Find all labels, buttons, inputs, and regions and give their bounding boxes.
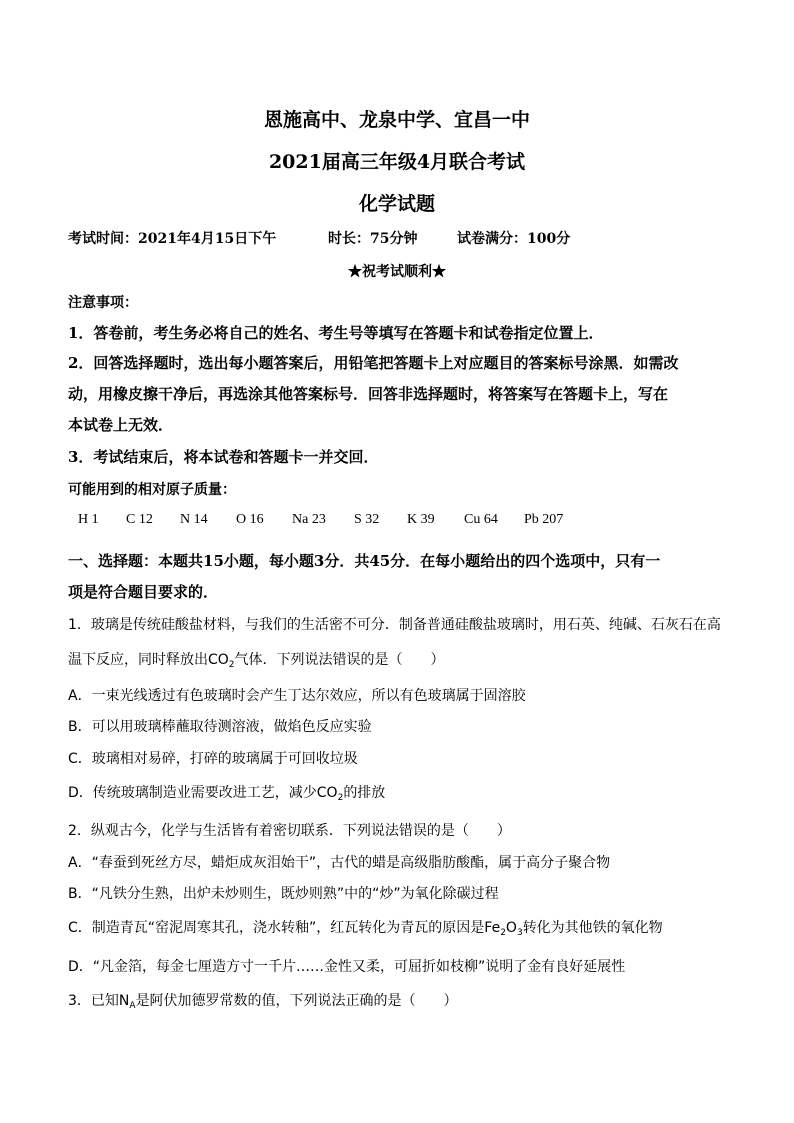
- section-1-line-2: 项是符合题目要求的．: [68, 583, 219, 601]
- subject-title: 化学试题: [358, 193, 435, 215]
- atomic-mass-item: O 16: [236, 512, 264, 527]
- q1-option-c: C．玻璃相对易碎，打碎的玻璃属于可回收垃圾: [68, 751, 358, 767]
- q2-option-b: B．“凡铁分生熟，出炉未炒则生，既炒则熟”中的“炒”为氧化除碳过程: [68, 886, 499, 902]
- notes-heading: 注意事项：: [68, 295, 138, 311]
- note-2-line-2: 动，用橡皮擦干净后，再选涂其他答案标号．回答非选择题时，将答案写在答题卡上，写在: [68, 385, 669, 403]
- exam-duration: 时长：75分钟: [328, 231, 418, 247]
- atomic-mass-item: N 14: [180, 512, 208, 527]
- q1-option-a: A．一束光线透过有色玻璃时会产生丁达尔效应，所以有色玻璃属于固溶胶: [68, 688, 526, 704]
- exam-time: 考试时间：2021年4月15日下午: [68, 231, 277, 247]
- q3-stem: 3．已知$N_A$是阿伏加德罗常数的值，下列说法正确的是（ ）: [68, 993, 458, 1011]
- note-2-line-3: 本试卷上无效．: [68, 416, 174, 434]
- note-3: 3．考试结束后，将本试卷和答题卡一并交回．: [68, 448, 379, 466]
- atomic-mass-heading: 可能用到的相对原子质量：: [68, 482, 236, 498]
- atomic-mass-item: C 12: [126, 512, 153, 527]
- q2-option-a: A．“春蚕到死丝方尽，蜡炬成灰泪始干”，古代的蜡是高级脂肪酸酯，属于高分子聚合物: [68, 855, 611, 871]
- q2-option-c: C．制造青瓦“窑泥周寒其孔，浇水转釉”，红瓦转化为青瓦的原因是$Fe_2O_3$转化为其他铁的氧化物: [68, 920, 663, 938]
- schools-title: 恩施高中、龙泉中学、宜昌一中: [263, 109, 530, 131]
- section-1-line-1: 一、选择题：本题共15小题，每小题3分．共45分．在每小题给出的四个选项中，只有一: [68, 552, 661, 570]
- atomic-mass-item: H 1: [78, 512, 99, 527]
- note-1: 1．答卷前，考生务必将自己的姓名、考生号等填写在答题卡和试卷指定位置上．: [68, 324, 604, 342]
- atomic-mass-item: K 39: [407, 512, 435, 527]
- exam-title: 2021届高三年级4月联合考试: [268, 151, 526, 173]
- q2-stem: 2．纵观古今，化学与生活皆有着密切联系．下列说法错误的是（ ）: [68, 823, 511, 839]
- good-luck-banner: ★祝考试顺利★: [348, 264, 446, 280]
- atomic-mass-item: Pb 207: [524, 512, 564, 527]
- q2-option-d: D．“凡金箔，每金七厘造方寸一千片……金性又柔，可屈折如枝柳”说明了金有良好延展性: [68, 959, 626, 975]
- atomic-mass-item: Na 23: [292, 512, 326, 527]
- q1-stem-line-1: 1．玻璃是传统硅酸盐材料，与我们的生活密不可分．制备普通硅酸盐玻璃时，用石英、纯碱、石灰石在高: [68, 617, 721, 633]
- atomic-mass-item: Cu 64: [464, 512, 498, 527]
- note-2-line-1: 2．回答选择题时，选出每小题答案后，用铅笔把答题卡上对应题目的答案标号涂黑．如需改: [68, 354, 679, 372]
- q1-option-d: D．传统玻璃制造业需要改进工艺，减少$CO_2$的排放: [68, 785, 386, 803]
- atomic-mass-item: S 32: [354, 512, 380, 527]
- q1-option-b: B．可以用玻璃棒蘸取待测溶液，做焰色反应实验: [68, 719, 372, 735]
- q1-stem-line-2: 温下反应，同时释放出$CO_2$气体．下列说法错误的是（ ）: [68, 652, 445, 670]
- exam-full-score: 试卷满分：100分: [457, 231, 571, 247]
